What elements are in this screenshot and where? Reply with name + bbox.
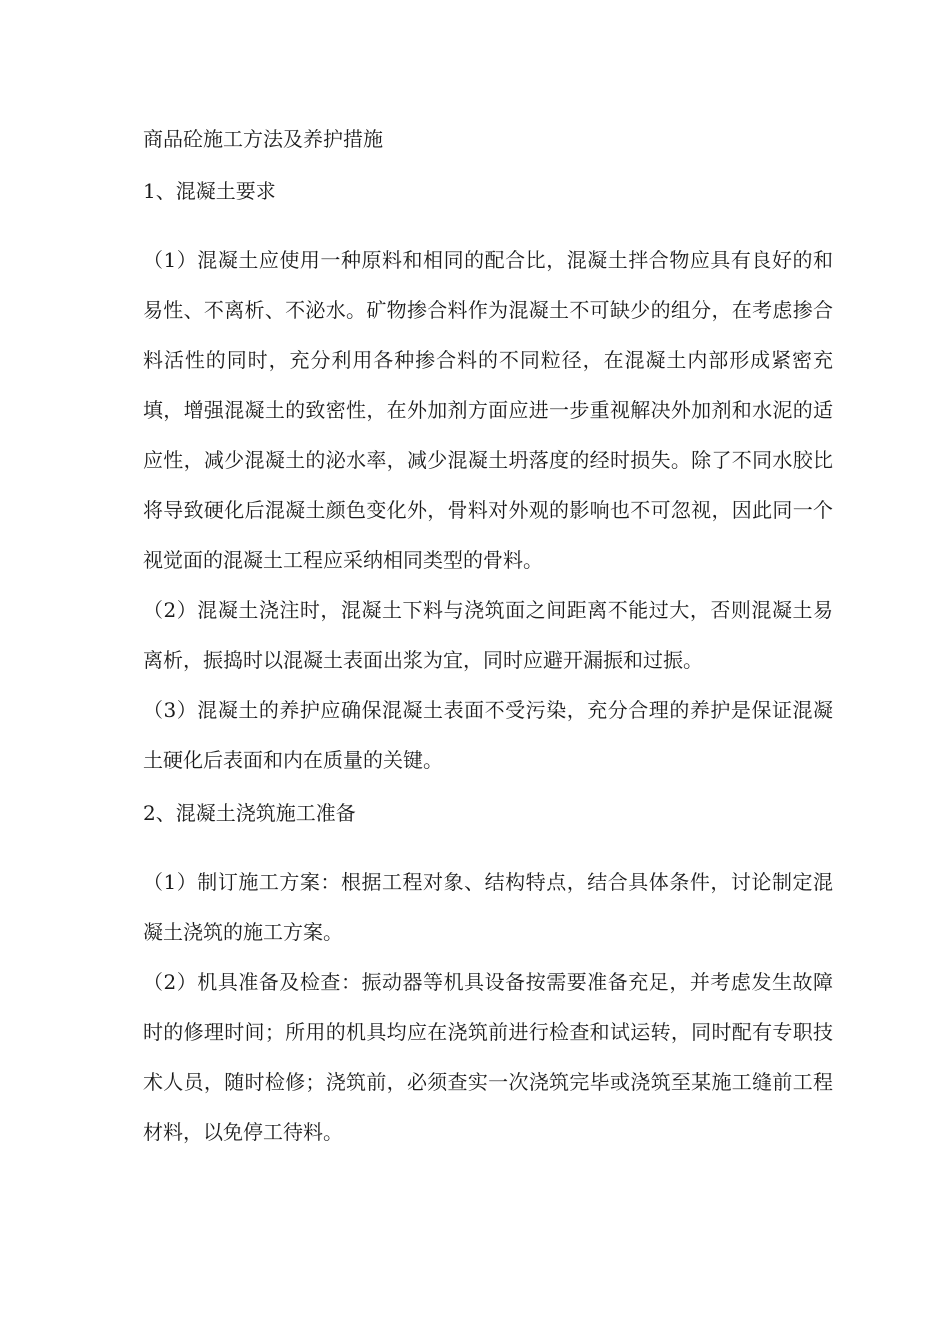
document-body xyxy=(143,121,833,1157)
section-heading-2: 2、混凝土浇筑施工准备 xyxy=(143,801,356,825)
section-2-paragraph-1: （1）制订施工方案：根据工程对象、结构特点，结合具体条件，讨论制定混凝土浇筑的施工方案。 xyxy=(143,870,833,944)
section-1-paragraph-3: （3）混凝土的养护应确保混凝土表面不受污染，充分合理的养护是保证混凝土硬化后表面和内在质量的关键。 xyxy=(143,698,833,772)
document-title: 商品砼施工方法及养护措施 xyxy=(143,127,383,151)
section-heading-1: 1、混凝土要求 xyxy=(143,179,276,203)
section-2-paragraph-2: （2）机具准备及检查：振动器等机具设备按需要准备充足，并考虑发生故障时的修理时间；所用的机具均应在浇筑前进行检查和试运转，同时配有专职技术人员，随时检修；浇筑前，必须查实一次浇筑完毕或浇筑至某施工缝前工程材料，以免停工待料。 xyxy=(143,970,833,1144)
section-1-paragraph-2: （2）混凝土浇注时，混凝土下料与浇筑面之间距离不能过大，否则混凝土易离析，振捣时以混凝土表面出浆为宜，同时应避开漏振和过振。 xyxy=(143,598,833,672)
section-1-paragraph-1: （1）混凝土应使用一种原料和相同的配合比，混凝土拌合物应具有良好的和易性、不离析、不泌水。矿物掺合料作为混凝土不可缺少的组分，在考虑掺合料活性的同时，充分利用各种掺合料的不同粒径，在混凝土内部形成紧密充填，增强混凝土的致密性，在外加剂方面应进一步重视解决外加剂和水泥的适应性，减少混凝土的泌水率，减少混凝土坍落度的经时损失。除了不同水胶比将导致硬化后混凝土颜色变化外，骨料对外观的影响也不可忽视，因此同一个视觉面的混凝土工程应采纳相同类型的骨料。 xyxy=(143,248,833,572)
